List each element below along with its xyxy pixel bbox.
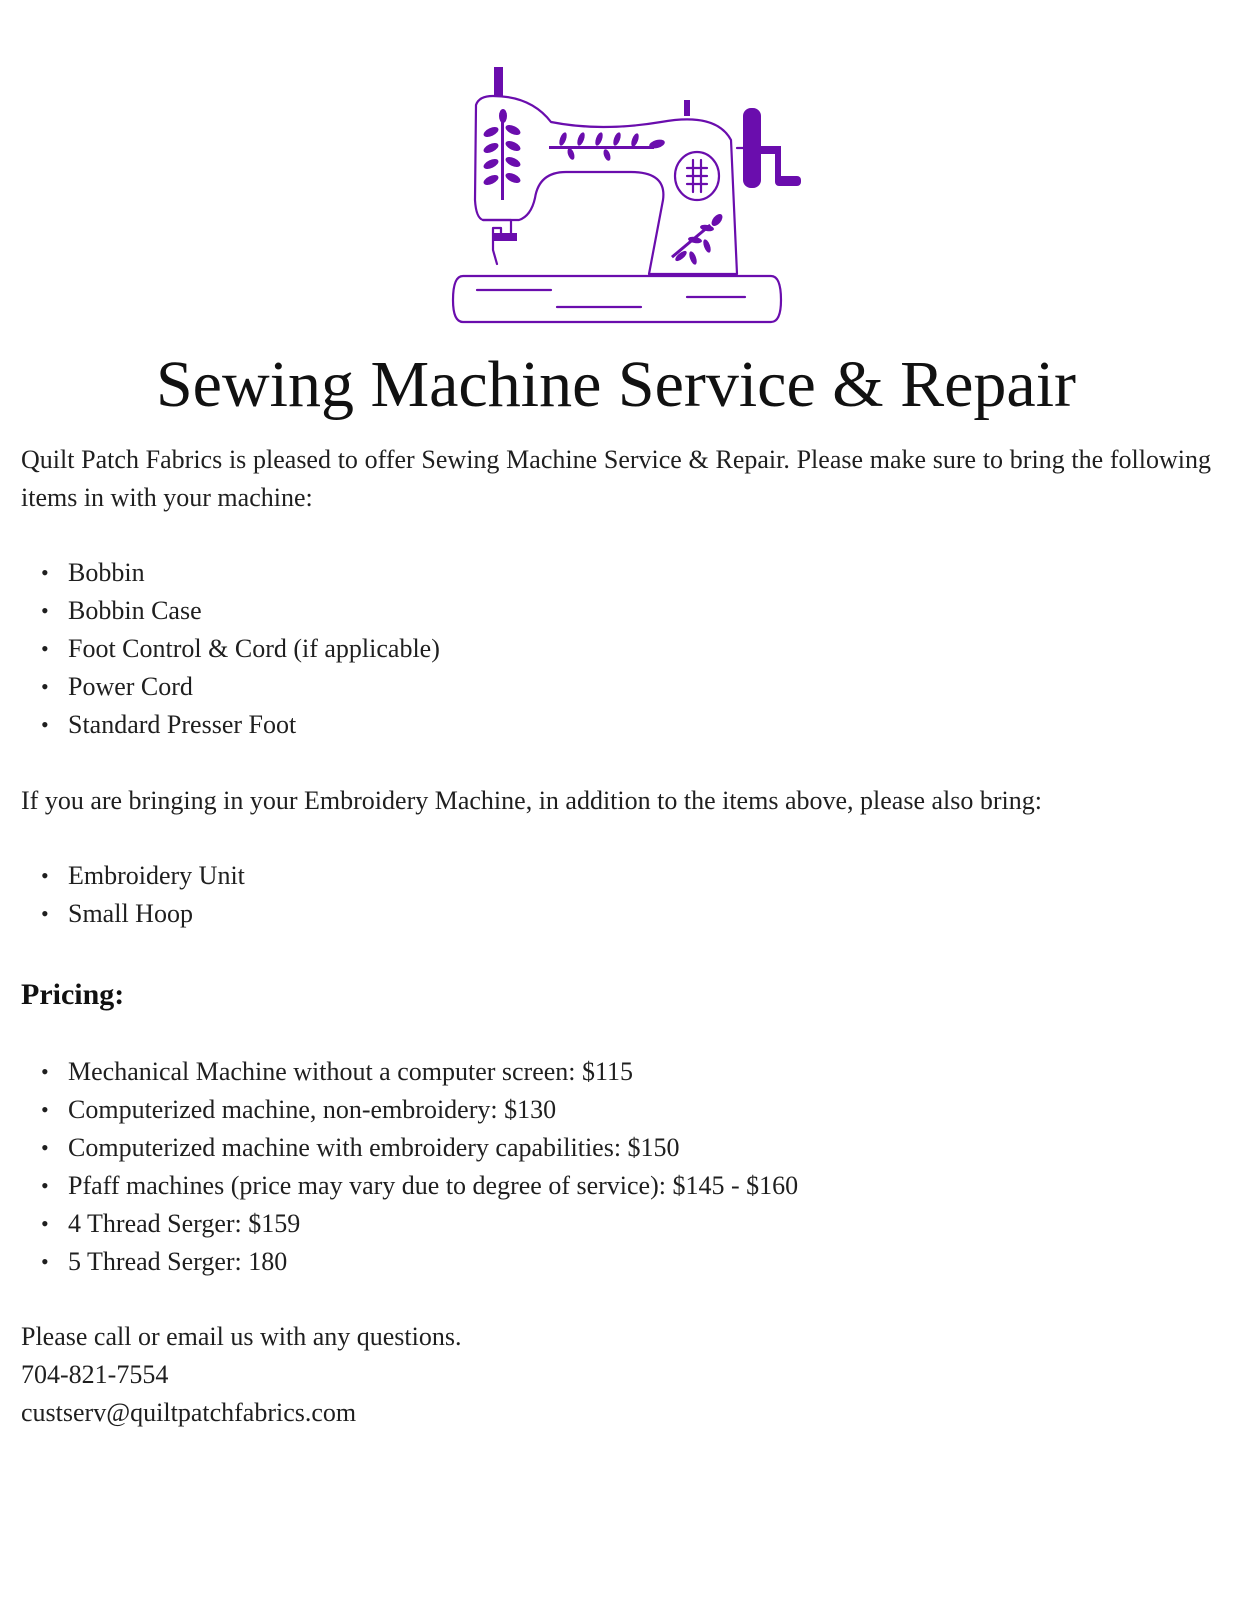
bullet-icon: • [41,1135,49,1160]
contact-block [21,1318,461,1432]
list-item: • Foot Control & Cord (if applicable) [68,630,440,668]
list-item: • Small Hoop [68,895,245,933]
bullet-icon: • [41,1211,49,1236]
intro-paragraph: Quilt Patch Fabrics is pleased to offer Sewing Machine Service & Repair. Please make sure to bring the following items in with your machine: [21,445,1211,512]
bullet-icon: • [41,863,49,888]
bullet-icon: • [41,636,49,661]
list-item: • Bobbin Case [68,592,440,630]
price-item: • 4 Thread Serger: $159 [68,1205,798,1243]
list-item: • Embroidery Unit [68,857,245,895]
bullet-icon: • [41,1249,49,1274]
pricing-heading: Pricing: [21,978,125,1011]
contact-email[interactable]: custserv@quiltpatchfabrics.com [21,1398,357,1427]
list-item: • Standard Presser Foot [68,706,440,744]
price-item: • Mechanical Machine without a computer screen: $115 [68,1053,798,1091]
list-item: • Bobbin [68,554,440,592]
bullet-icon: • [41,1059,49,1084]
bullet-icon: • [41,674,49,699]
bullet-icon: • [41,712,49,737]
list-item: • Power Cord [68,668,440,706]
required-items-list [21,554,440,744]
price-item: • Computerized machine with embroidery capabilities: $150 [68,1129,798,1167]
bullet-icon: • [41,598,49,623]
bullet-icon: • [41,1173,49,1198]
pricing-list [21,1053,798,1281]
bullet-icon: • [41,901,49,926]
contact-phone[interactable]: 704-821-7554 [21,1360,169,1389]
sewing-machine-icon [431,60,811,340]
price-item: • Computerized machine, non-embroidery: $130 [68,1091,798,1129]
page-title: Sewing Machine Service & Repair [155,348,1077,421]
embroidery-items-list [21,857,245,933]
bullet-icon: • [41,560,49,585]
contact-note: Please call or email us with any questions. [21,1322,462,1351]
bullet-icon: • [41,1097,49,1122]
embroidery-note: If you are bringing in your Embroidery Machine, in addition to the items above, please also bring: [21,786,1042,815]
price-item: • Pfaff machines (price may vary due to degree of service): $145 - $160 [68,1167,798,1205]
price-item: • 5 Thread Serger: 180 [68,1243,798,1281]
